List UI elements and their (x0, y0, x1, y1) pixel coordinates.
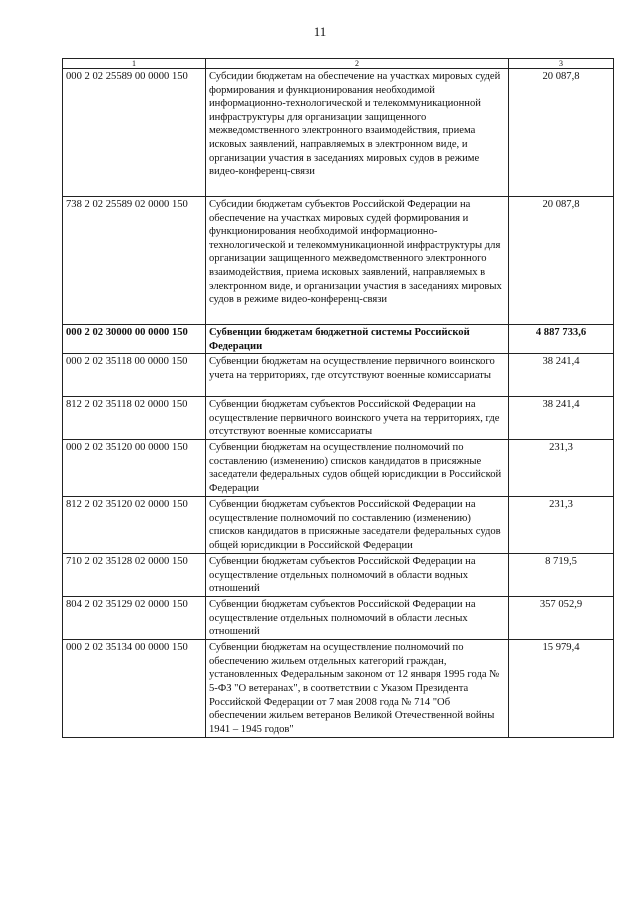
row-description: Субвенции бюджетам субъектов Российской Федерации на осуществление полномочий по составлению (изменению) списков кандидатов в присяжные заседатели федеральных судов общей юрисдикции в Российской Федерации (206, 497, 509, 554)
row-description: Субвенции бюджетам бюджетной системы Российской Федерации (206, 325, 509, 354)
row-code: 710 2 02 35128 02 0000 150 (63, 554, 206, 597)
row-description: Субсидии бюджетам на обеспечение на участках мировых судей формирования и функционирования необходимой информационно-технологической и телекоммуникационной инфраструктуры для организации защищенного межведомственного электронного взаимодействия, приема исковых заявлений, направляемых в электронном виде, и организации участия в заседаниях мировых судов в режиме видео-конференц-связи (206, 69, 509, 197)
table-row (63, 497, 614, 554)
row-description: Субсидии бюджетам субъектов Российской Федерации на обеспечение на участках мировых судей формирования и функционирования необходимой информационно-технологической и телекоммуникационной инфраструктуры для организации защищенного межведомственного электронного взаимодействия, приема исковых заявлений, направляемых в электронном виде, и организации участия в заседаниях мировых судов в режиме видео-конференц-связи (206, 197, 509, 325)
table-row (63, 69, 614, 197)
column-header-code: 1 (63, 59, 206, 69)
budget-table (62, 58, 614, 738)
row-code: 738 2 02 25589 02 0000 150 (63, 197, 206, 325)
row-description: Субвенции бюджетам на осуществление первичного воинского учета на территориях, где отсутствуют военные комиссариаты (206, 354, 509, 397)
row-amount: 357 052,9 (509, 597, 614, 640)
row-description: Субвенции бюджетам субъектов Российской Федерации на осуществление отдельных полномочий в области водных отношений (206, 554, 509, 597)
column-header-description: 2 (206, 59, 509, 69)
row-amount: 231,3 (509, 440, 614, 497)
row-description: Субвенции бюджетам на осуществление полномочий по составлению (изменению) списков кандидатов в присяжные заседатели федеральных судов общей юрисдикции в Российской Федерации (206, 440, 509, 497)
row-description: Субвенции бюджетам субъектов Российской Федерации на осуществление первичного воинского учета на территориях, где отсутствуют военные комиссариаты (206, 397, 509, 440)
table-row (63, 397, 614, 440)
table-row-section (63, 325, 614, 354)
row-amount: 8 719,5 (509, 554, 614, 597)
row-code: 000 2 02 35120 00 0000 150 (63, 440, 206, 497)
table-row (63, 554, 614, 597)
table-row (63, 197, 614, 325)
row-amount: 20 087,8 (509, 197, 614, 325)
column-header-amount: 3 (509, 59, 614, 69)
row-description: Субвенции бюджетам субъектов Российской Федерации на осуществление отдельных полномочий в области лесных отношений (206, 597, 509, 640)
table-row (63, 354, 614, 397)
table-header-row (63, 59, 614, 69)
row-amount: 4 887 733,6 (509, 325, 614, 354)
row-code: 000 2 02 25589 00 0000 150 (63, 69, 206, 197)
row-code: 000 2 02 35118 00 0000 150 (63, 354, 206, 397)
row-amount: 38 241,4 (509, 354, 614, 397)
table-row (63, 440, 614, 497)
row-amount: 20 087,8 (509, 69, 614, 197)
row-code: 804 2 02 35129 02 0000 150 (63, 597, 206, 640)
row-amount: 231,3 (509, 497, 614, 554)
row-description: Субвенции бюджетам на осуществление полномочий по обеспечению жильем отдельных категорий граждан, установленных Федеральным законом от 12 января 1995 года № 5-ФЗ "О ветеранах", в соответствии с Указом Президента Российской Федерации от 7 мая 2008 года № 714 "Об обеспечении жильем ветеранов Великой Отечественной войны 1941 – 1945 годов" (206, 640, 509, 738)
row-amount: 38 241,4 (509, 397, 614, 440)
row-code: 000 2 02 35134 00 0000 150 (63, 640, 206, 738)
row-code: 812 2 02 35118 02 0000 150 (63, 397, 206, 440)
page-number: 11 (313, 24, 327, 39)
row-code: 000 2 02 30000 00 0000 150 (63, 325, 206, 354)
table-row (63, 640, 614, 738)
row-amount: 15 979,4 (509, 640, 614, 738)
table-row (63, 597, 614, 640)
row-code: 812 2 02 35120 02 0000 150 (63, 497, 206, 554)
